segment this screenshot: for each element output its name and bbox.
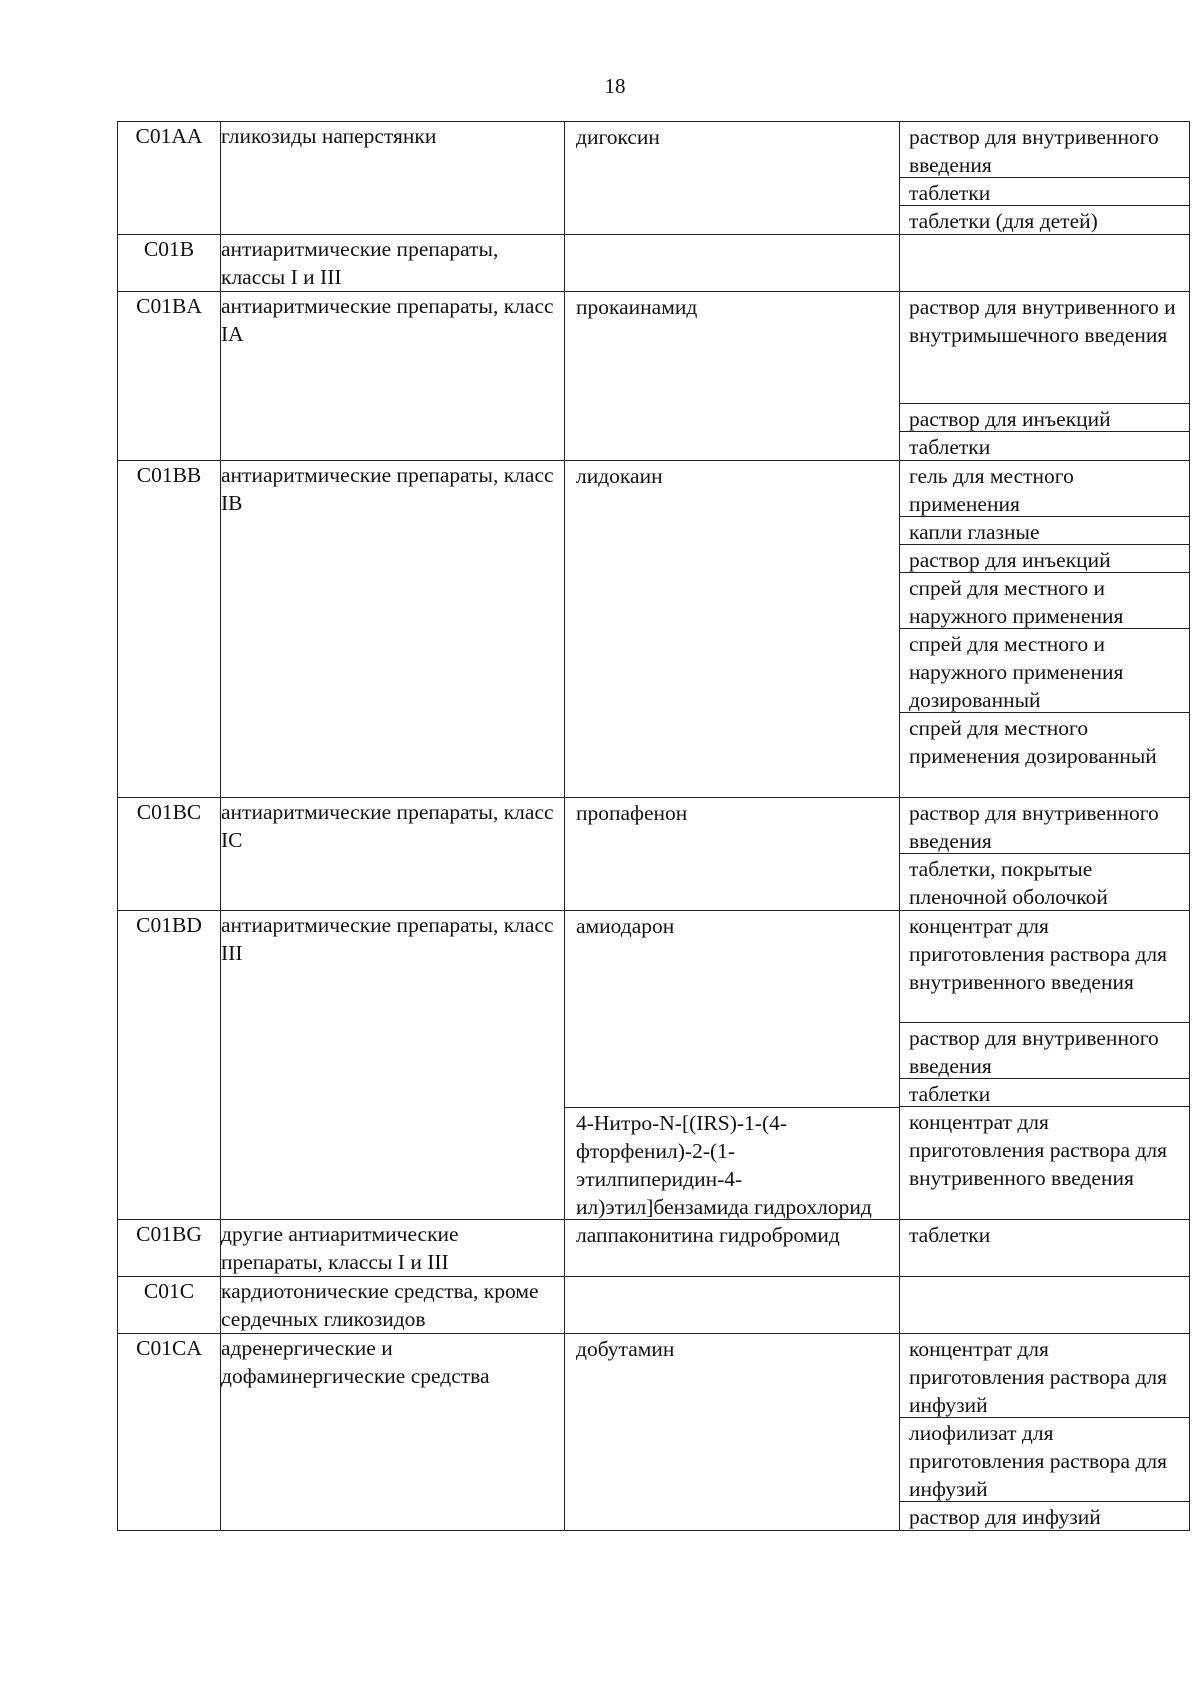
drug-name: лаппаконитина гидробромид (576, 1223, 840, 1247)
table-row (118, 1334, 1190, 1531)
dosage-form: раствор для внутривенного введения (900, 1023, 1189, 1079)
drug-name (565, 1277, 899, 1333)
drug-names-cell (565, 1334, 900, 1531)
dosage-forms-cell (900, 461, 1190, 798)
dosage-form: таблетки, покрытые пленочной оболочкой (909, 857, 1108, 909)
dosage-form: концентрат для приготовления раствора для инфузий (900, 1334, 1189, 1418)
atc-code: C01AA (118, 122, 221, 235)
dosage-form: гель для местного применения (900, 461, 1189, 517)
dosage-form: таблетки (909, 1223, 991, 1247)
dosage-form: раствор для внутривенного и внутримышечного введения (900, 292, 1189, 404)
drug-names-cell (565, 1220, 900, 1277)
pharmacological-group: кардиотонические средства, кроме сердечных гликозидов (221, 1277, 565, 1334)
drug-names-cell (565, 122, 900, 235)
dosage-form: таблетки (900, 1079, 1189, 1107)
dosage-forms-cell (900, 1220, 1190, 1277)
atc-code: C01CA (118, 1334, 221, 1531)
pharmacological-group: антиаритмические препараты, класс IC (221, 798, 565, 911)
drug-name (565, 235, 899, 291)
atc-code: C01BA (118, 292, 221, 461)
dosage-form: раствор для инъекций (900, 545, 1189, 573)
drug-names-cell (565, 235, 900, 292)
dosage-forms-cell (900, 292, 1190, 461)
dosage-form: спрей для местного и наружного применения дозированный (900, 629, 1189, 713)
drug-classification-table (117, 121, 1190, 1531)
dosage-form: концентрат для приготовления раствора для внутривенного введения (909, 1110, 1167, 1190)
drug-names-cell (565, 911, 900, 1220)
dosage-form: спрей для местного и наружного применения (900, 573, 1189, 629)
drug-names-cell (565, 798, 900, 911)
atc-code: C01BC (118, 798, 221, 911)
dosage-form: лиофилизат для приготовления раствора для инфузий (900, 1418, 1189, 1502)
drug-name: амиодарон (576, 914, 675, 938)
dosage-forms-cell (900, 798, 1190, 911)
dosage-form (900, 1277, 1189, 1333)
drug-name: дигоксин (576, 125, 660, 149)
atc-code: C01C (118, 1277, 221, 1334)
drug-name: 4-Нитро-N-[(IRS)-1-(4-фторфенил)-2-(1-этилпиперидин-4-ил)этил]бензамида гидрохлорид (565, 1107, 899, 1219)
drug-names-cell (565, 461, 900, 798)
dosage-form: раствор для внутривенного введения (900, 122, 1189, 178)
dosage-form: раствор для внутривенного введения (900, 798, 1189, 854)
table-row (118, 461, 1190, 798)
dosage-form: раствор для инфузий (909, 1505, 1101, 1529)
atc-code: C01BD (118, 911, 221, 1220)
pharmacological-group: антиаритмические препараты, класс IB (221, 461, 565, 798)
drug-name: прокаинамид (576, 295, 698, 319)
pharmacological-group: другие антиаритмические препараты, классы I и III (221, 1220, 565, 1277)
dosage-forms-cell (900, 1277, 1190, 1334)
dosage-form: капли глазные (900, 517, 1189, 545)
dosage-forms-cell (900, 122, 1190, 235)
table-row (118, 292, 1190, 461)
drug-names-cell (565, 292, 900, 461)
table-row (118, 122, 1190, 235)
pharmacological-group: антиаритмические препараты, классы I и III (221, 235, 565, 292)
pharmacological-group: гликозиды наперстянки (221, 122, 565, 235)
table-row (118, 235, 1190, 292)
atc-code: C01B (118, 235, 221, 292)
table-row (118, 1220, 1190, 1277)
dosage-form: спрей для местного применения дозированный (909, 716, 1157, 768)
dosage-forms-cell (900, 235, 1190, 292)
drug-name: лидокаин (576, 464, 663, 488)
table-row (118, 911, 1190, 1220)
dosage-forms-cell (900, 911, 1190, 1220)
dosage-form: таблетки (900, 178, 1189, 206)
drug-name: пропафенон (576, 801, 688, 825)
atc-code: C01BB (118, 461, 221, 798)
pharmacological-group: антиаритмические препараты, класс IA (221, 292, 565, 461)
dosage-form: таблетки (909, 435, 991, 459)
dosage-forms-cell (900, 1334, 1190, 1531)
pharmacological-group: адренергические и дофаминергические средства (221, 1334, 565, 1531)
drug-name: добутамин (576, 1337, 675, 1361)
page-number: 18 (604, 74, 626, 98)
table-row (118, 798, 1190, 911)
pharmacological-group: антиаритмические препараты, класс III (221, 911, 565, 1220)
drug-names-cell (565, 1277, 900, 1334)
dosage-form (900, 235, 1189, 291)
atc-code: C01BG (118, 1220, 221, 1277)
dosage-form: таблетки (для детей) (909, 209, 1098, 233)
dosage-form: концентрат для приготовления раствора для внутривенного введения (900, 911, 1189, 1023)
table-row (118, 1277, 1190, 1334)
dosage-form: раствор для инъекций (900, 404, 1189, 432)
